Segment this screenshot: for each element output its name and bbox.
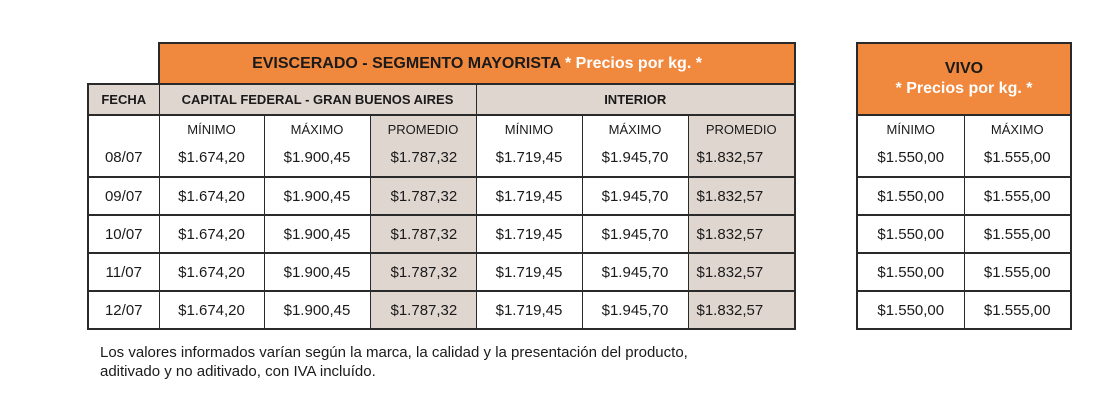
int-min-cell: $1.719,45 [476, 253, 582, 291]
int-prom-cell: $1.832,57 [688, 215, 795, 253]
table-row [88, 253, 795, 291]
col-label-int-prom: PROMEDIO [688, 115, 795, 139]
cap-min-cell: $1.674,20 [159, 253, 264, 291]
vivo-title [857, 43, 1071, 115]
date-cell: 10/07 [88, 215, 159, 253]
table-row [88, 139, 795, 177]
date-cell: 12/07 [88, 291, 159, 329]
vivo-max-cell: $1.555,00 [964, 253, 1071, 291]
col-label-cap-min: MÍNIMO [159, 115, 264, 139]
int-max-cell: $1.945,70 [582, 291, 688, 329]
cap-prom-cell: $1.787,32 [370, 291, 476, 329]
fecha-label-spacer [88, 115, 159, 139]
table-row [88, 291, 795, 329]
cap-min-cell: $1.674,20 [159, 139, 264, 177]
cap-max-cell: $1.900,45 [264, 215, 370, 253]
int-min-cell: $1.719,45 [476, 177, 582, 215]
table-row [857, 291, 1071, 329]
cap-prom-cell: $1.787,32 [370, 253, 476, 291]
cap-prom-cell: $1.787,32 [370, 177, 476, 215]
vivo-max-cell: $1.555,00 [964, 215, 1071, 253]
table-row [88, 215, 795, 253]
vivo-max-cell: $1.555,00 [964, 139, 1071, 177]
cap-min-cell: $1.674,20 [159, 177, 264, 215]
footnote-line-2: aditivado y no aditivado, con IVA incluído. [100, 363, 376, 380]
col-label-cap-max: MÁXIMO [264, 115, 370, 139]
vivo-col-label-min: MÍNIMO [857, 115, 964, 139]
vivo-min-cell: $1.550,00 [857, 139, 964, 177]
date-cell: 08/07 [88, 139, 159, 177]
table-row [857, 215, 1071, 253]
vivo-min-cell: $1.550,00 [857, 253, 964, 291]
date-cell: 09/07 [88, 177, 159, 215]
vivo-title-text: VIVO [944, 60, 984, 77]
vivo-title-accent: * Precios por kg. * [895, 80, 1033, 97]
fecha-header: FECHA [88, 84, 159, 115]
int-min-cell: $1.719,45 [476, 139, 582, 177]
int-prom-cell: $1.832,57 [688, 139, 795, 177]
cap-max-cell: $1.900,45 [264, 253, 370, 291]
int-min-cell: $1.719,45 [476, 215, 582, 253]
cap-max-cell: $1.900,45 [264, 177, 370, 215]
int-prom-cell: $1.832,57 [688, 291, 795, 329]
eviscerado-title-text: EVISCERADO - SEGMENTO MAYORISTA [252, 54, 561, 72]
date-cell: 11/07 [88, 253, 159, 291]
vivo-col-label-max: MÁXIMO [964, 115, 1071, 139]
footnote [100, 343, 820, 381]
eviscerado-title [159, 43, 795, 84]
vivo-max-cell: $1.555,00 [964, 177, 1071, 215]
int-max-cell: $1.945,70 [582, 177, 688, 215]
int-prom-cell: $1.832,57 [688, 177, 795, 215]
cap-min-cell: $1.674,20 [159, 215, 264, 253]
int-max-cell: $1.945,70 [582, 215, 688, 253]
cap-max-cell: $1.900,45 [264, 291, 370, 329]
int-max-cell: $1.945,70 [582, 253, 688, 291]
vivo-min-cell: $1.550,00 [857, 177, 964, 215]
table-row [857, 253, 1071, 291]
group-header-interior: INTERIOR [476, 84, 795, 115]
col-label-cap-prom: PROMEDIO [370, 115, 476, 139]
col-label-int-max: MÁXIMO [582, 115, 688, 139]
col-label-int-min: MÍNIMO [476, 115, 582, 139]
eviscerado-title-accent: * Precios por kg. * [565, 54, 702, 72]
cap-prom-cell: $1.787,32 [370, 215, 476, 253]
cap-min-cell: $1.674,20 [159, 291, 264, 329]
vivo-price-table [856, 42, 1072, 330]
int-prom-cell: $1.832,57 [688, 253, 795, 291]
footnote-line-1: Los valores informados varían según la marca, la calidad y la presentación del producto, [100, 344, 688, 361]
table-row [857, 177, 1071, 215]
int-min-cell: $1.719,45 [476, 291, 582, 329]
eviscerado-price-table [87, 42, 796, 330]
vivo-min-cell: $1.550,00 [857, 215, 964, 253]
cap-prom-cell: $1.787,32 [370, 139, 476, 177]
table-row [88, 177, 795, 215]
vivo-min-cell: $1.550,00 [857, 291, 964, 329]
int-max-cell: $1.945,70 [582, 139, 688, 177]
table-row [857, 139, 1071, 177]
vivo-max-cell: $1.555,00 [964, 291, 1071, 329]
cap-max-cell: $1.900,45 [264, 139, 370, 177]
group-header-capital: CAPITAL FEDERAL - GRAN BUENOS AIRES [159, 84, 476, 115]
